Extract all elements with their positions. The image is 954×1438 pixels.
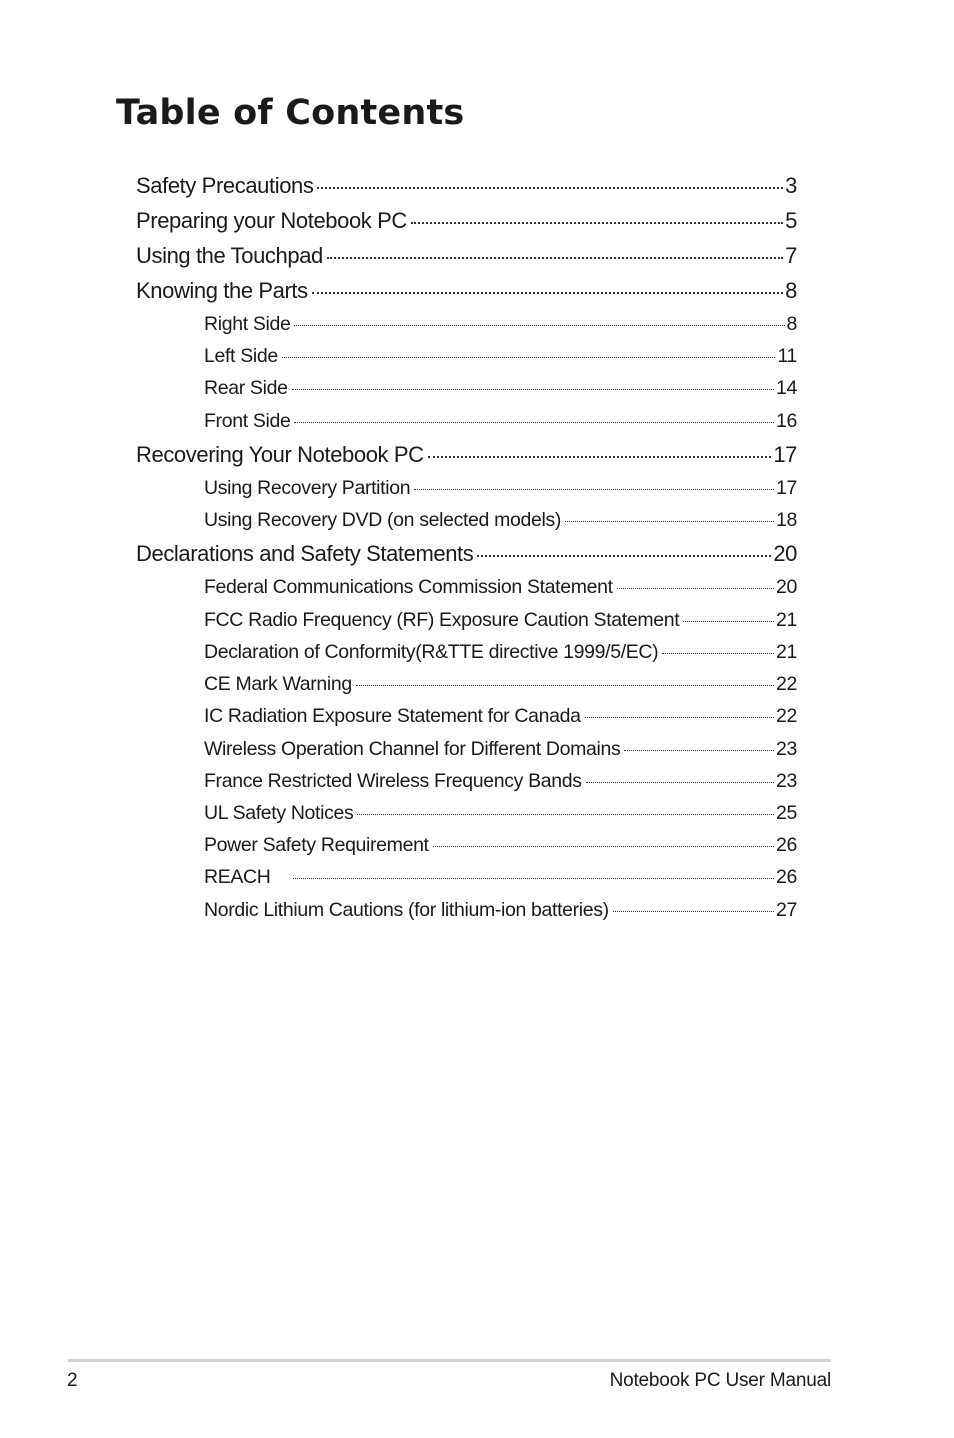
toc-subentry-right-side[interactable]	[204, 310, 797, 338]
toc-entry-page: 16	[776, 410, 797, 432]
dot-leader	[683, 621, 774, 622]
dot-leader	[357, 814, 774, 815]
toc-subentry-recovery-dvd[interactable]	[204, 506, 797, 534]
toc-entry-label: Recovering Your Notebook PC	[136, 442, 424, 467]
toc-subentry-nordic-lithium[interactable]	[204, 896, 797, 924]
toc-subentry-recovery-partition[interactable]	[204, 474, 797, 502]
toc-subentry-france-wireless[interactable]	[204, 767, 797, 795]
dot-leader	[317, 187, 783, 189]
dot-leader	[624, 750, 774, 751]
toc-entry-label: UL Safety Notices	[204, 802, 354, 824]
toc-entry-page: 21	[776, 641, 797, 663]
toc-entry-label: Using Recovery DVD (on selected models)	[204, 509, 561, 531]
toc-entry-label: Front Side	[204, 410, 291, 432]
toc-subentry-ul-safety[interactable]	[204, 799, 797, 827]
toc-entry-page: 8	[785, 278, 797, 303]
toc-entry-label: FCC Radio Frequency (RF) Exposure Caution Statement	[204, 609, 680, 631]
footer-manual-title: Notebook PC User Manual	[609, 1370, 831, 1391]
dot-leader	[565, 521, 774, 522]
toc-entry-page: 22	[776, 673, 797, 695]
toc-subentry-declaration-conformity[interactable]	[204, 638, 797, 666]
toc-entry-label: CE Mark Warning	[204, 673, 352, 695]
toc-entry-label: Nordic Lithium Cautions (for lithium-ion batteries)	[204, 899, 609, 921]
toc-subentry-fcc-rf-exposure[interactable]	[204, 606, 797, 634]
toc-subentry-ic-radiation[interactable]	[204, 702, 797, 730]
toc-entry-using-touchpad[interactable]	[136, 241, 797, 271]
toc-entry-preparing-notebook[interactable]	[136, 206, 797, 236]
toc-subentry-power-safety[interactable]	[204, 831, 797, 859]
toc-entry-page: 23	[776, 770, 797, 792]
page-title: Table of Contents	[116, 93, 465, 133]
toc-entry-label: France Restricted Wireless Frequency Bands	[204, 770, 582, 792]
footer-page-number: 2	[67, 1370, 78, 1391]
toc-entry-page: 26	[776, 866, 797, 888]
dot-leader	[292, 389, 774, 390]
toc-entry-label: Using the Touchpad	[136, 243, 323, 268]
dot-leader	[585, 717, 774, 718]
toc-subentry-wireless-channel[interactable]	[204, 735, 797, 763]
toc-subentry-ce-mark[interactable]	[204, 670, 797, 698]
footer-divider	[68, 1359, 831, 1362]
toc-entry-page: 11	[777, 345, 797, 367]
toc-entry-page: 26	[776, 834, 797, 856]
toc-entry-label: Power Safety Requirement	[204, 834, 429, 856]
toc-entry-page: 23	[776, 738, 797, 760]
toc-entry-page: 18	[776, 509, 797, 531]
toc-entry-label: Safety Precautions	[136, 173, 314, 198]
toc-entry-page: 17	[773, 442, 797, 467]
dot-leader	[617, 588, 774, 589]
dot-leader	[662, 653, 774, 654]
toc-entry-label: Wireless Operation Channel for Different Domains	[204, 738, 621, 760]
toc-entry-label: Right Side	[204, 313, 291, 335]
toc-entry-page: 14	[776, 377, 797, 399]
toc-entry-page: 5	[785, 208, 797, 233]
toc-entry-knowing-parts[interactable]	[136, 276, 797, 306]
toc-entry-page: 20	[773, 541, 797, 566]
dot-leader	[356, 685, 774, 686]
dot-leader	[312, 292, 783, 294]
toc-entry-page: 22	[776, 705, 797, 727]
dot-leader	[282, 357, 776, 358]
dot-leader	[477, 555, 771, 557]
dot-leader	[433, 846, 774, 847]
dot-leader	[428, 456, 772, 458]
toc-subentry-left-side[interactable]	[204, 342, 797, 370]
toc-entry-label: Knowing the Parts	[136, 278, 308, 303]
toc-subentry-rear-side[interactable]	[204, 374, 797, 402]
dot-leader	[411, 222, 783, 224]
toc-entry-recovering-notebook[interactable]	[136, 440, 797, 470]
toc-entry-label: Preparing your Notebook PC	[136, 208, 407, 233]
toc-subentry-reach[interactable]	[204, 863, 797, 891]
toc-entry-page: 27	[776, 899, 797, 921]
dot-leader	[294, 325, 784, 326]
dot-leader	[586, 782, 774, 783]
toc-entry-label: Declarations and Safety Statements	[136, 541, 474, 566]
toc-subentry-front-side[interactable]	[204, 407, 797, 435]
toc-entry-label: Using Recovery Partition	[204, 477, 411, 499]
toc-entry-page: 3	[785, 173, 797, 198]
toc-entry-page: 17	[776, 477, 797, 499]
toc-entry-label: Federal Communications Commission Statement	[204, 576, 613, 598]
toc-entry-page: 8	[786, 313, 797, 335]
toc-entry-page: 20	[776, 576, 797, 598]
toc-entry-label: Rear Side	[204, 377, 288, 399]
toc-entry-page: 25	[776, 802, 797, 824]
toc-entry-declarations-safety[interactable]	[136, 539, 797, 569]
dot-leader	[414, 489, 774, 490]
toc-entry-safety-precautions[interactable]	[136, 171, 797, 201]
dot-leader	[293, 878, 774, 879]
toc-entry-page: 7	[785, 243, 797, 268]
toc-entry-label: REACH	[204, 866, 271, 888]
toc-entry-label: Left Side	[204, 345, 278, 367]
dot-leader	[327, 257, 783, 259]
toc-entry-page: 21	[776, 609, 797, 631]
toc-entry-label: Declaration of Conformity(R&TTE directive 1999/5/EC)	[204, 641, 659, 663]
toc-entry-label: IC Radiation Exposure Statement for Canada	[204, 705, 581, 727]
dot-leader	[613, 911, 774, 912]
dot-leader	[294, 422, 774, 423]
toc-subentry-fcc-statement[interactable]	[204, 573, 797, 601]
